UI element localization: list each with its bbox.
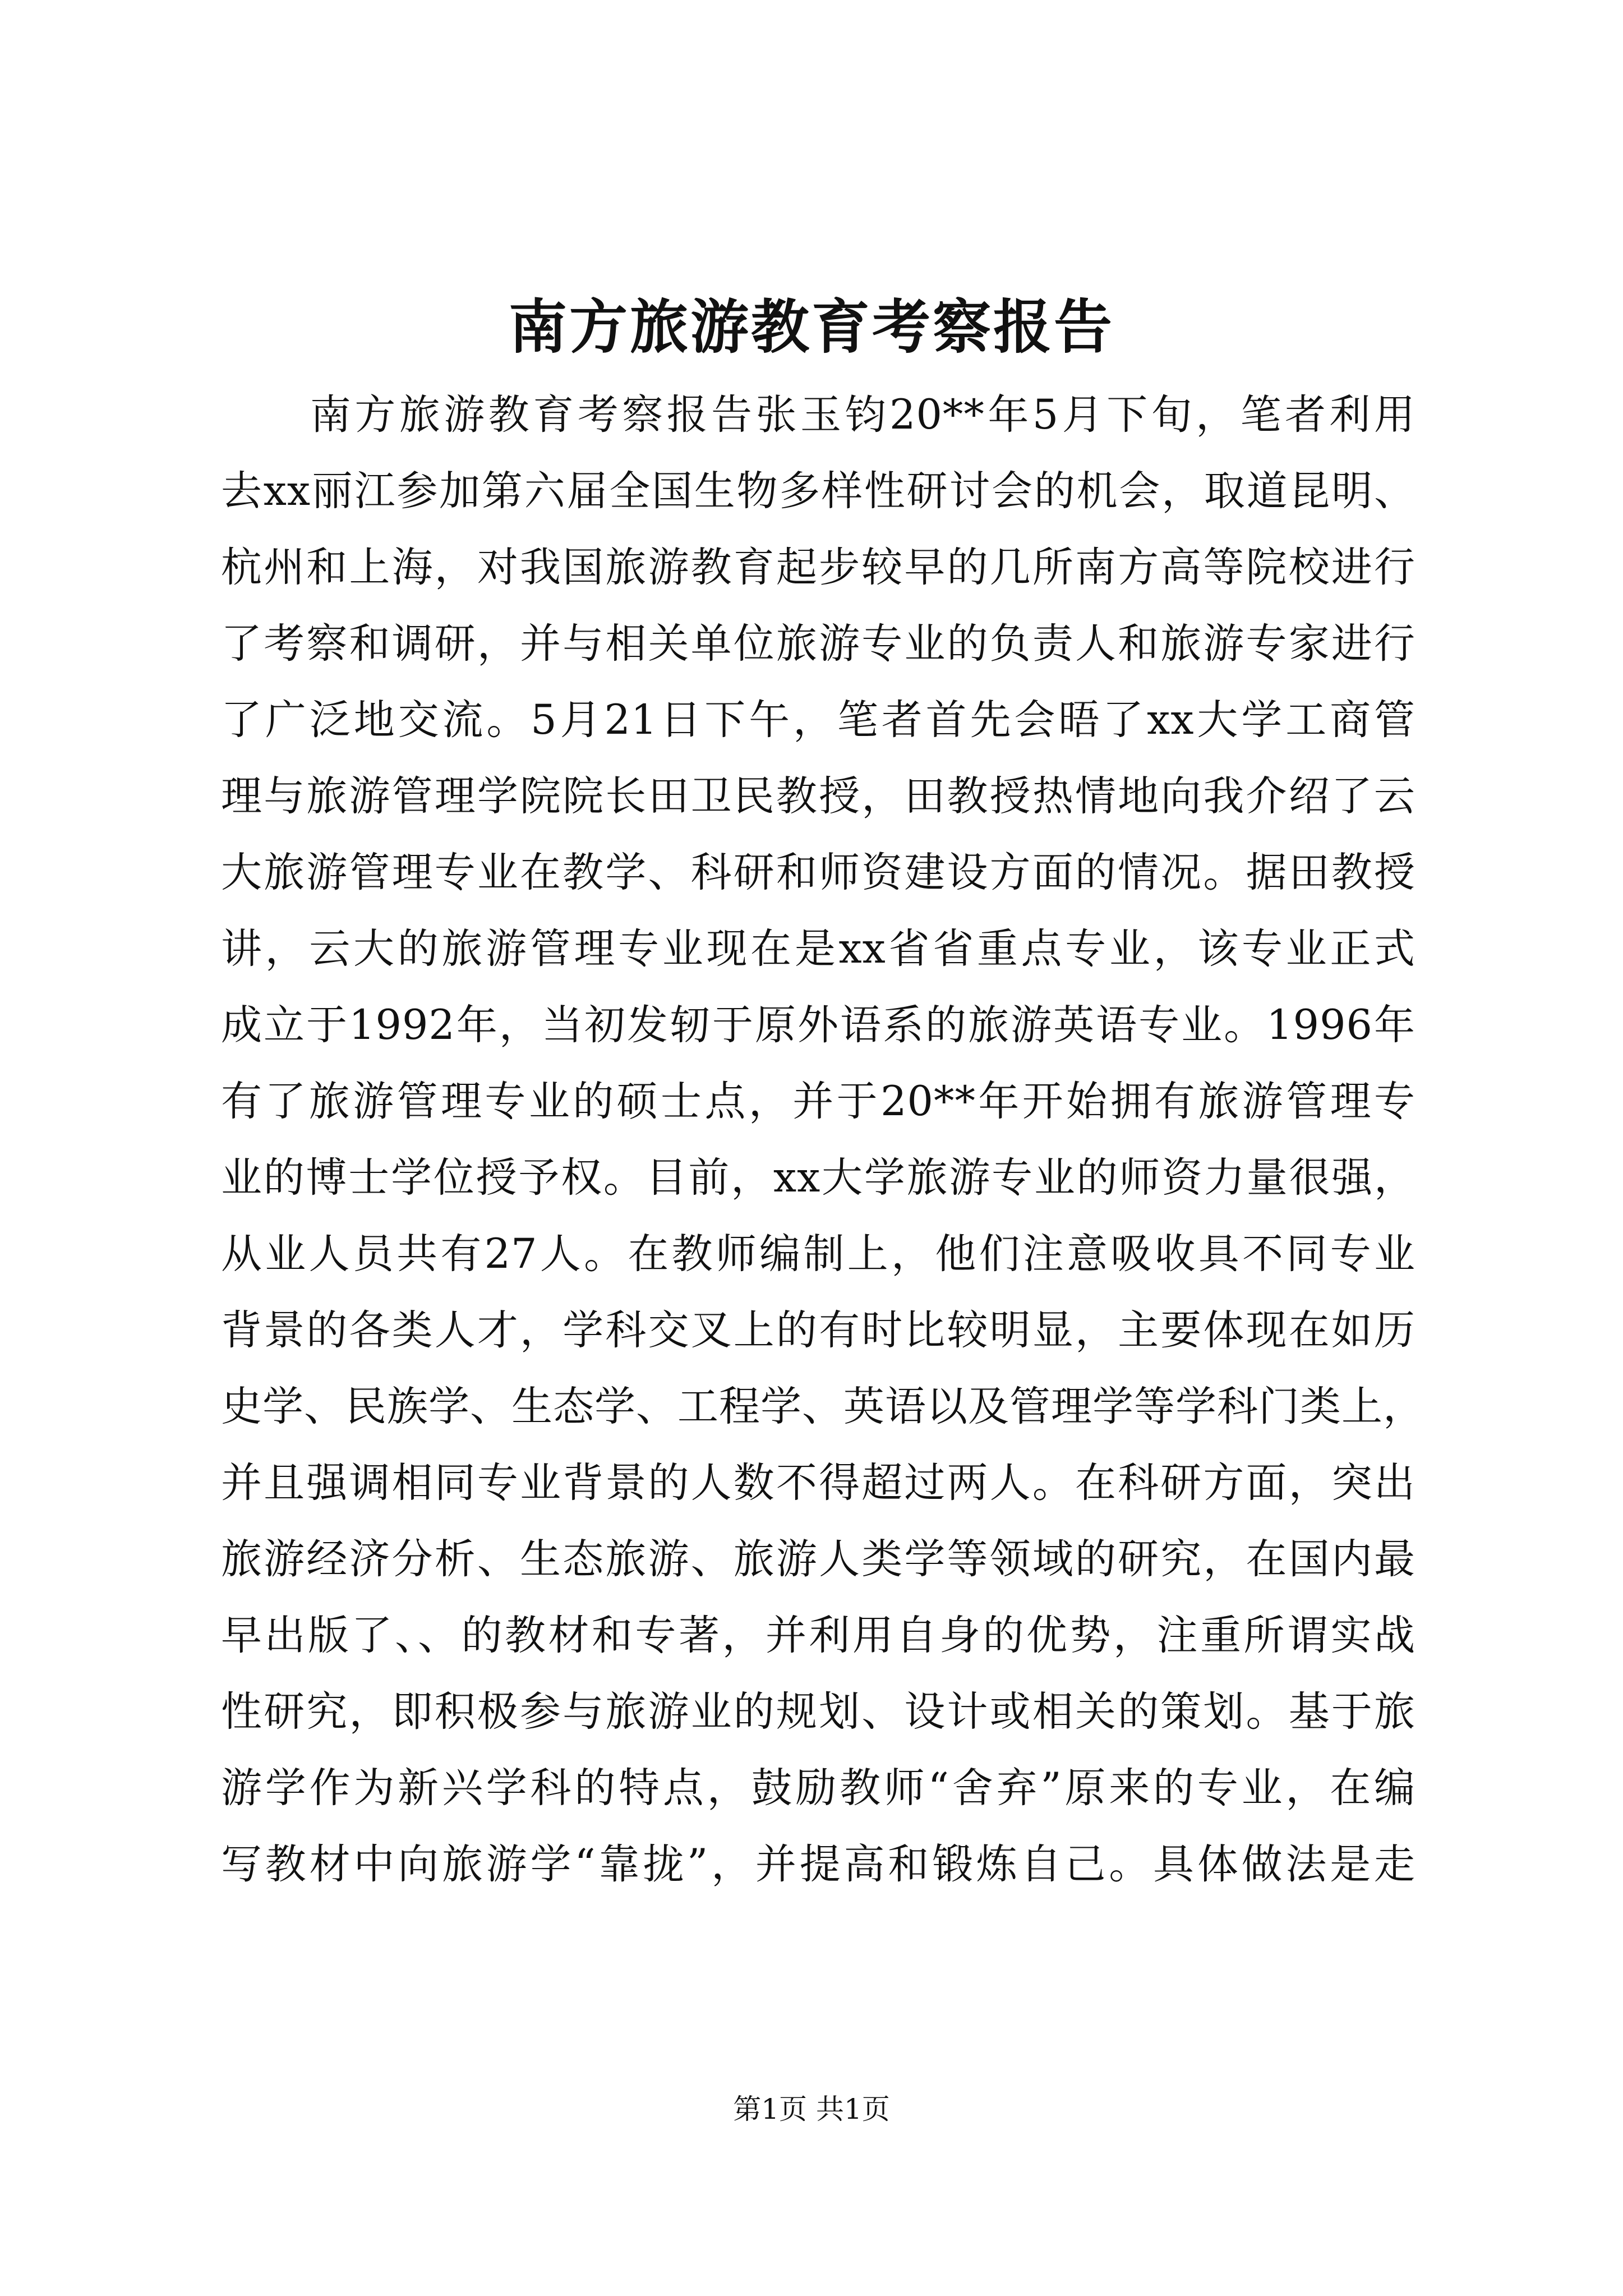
document-title: 南方旅游教育考察报告 [508, 292, 1114, 361]
body-line: 史学、民族学、生态学、工程学、英语以及管理学等学科门类上， [221, 1383, 1424, 1430]
body-line: 讲，云大的旅游管理专业现在是xx省省重点专业，该专业正式 [221, 925, 1415, 973]
body-line: 了考察和调研，并与相关单位旅游专业的负责人和旅游专家进行 [221, 620, 1415, 668]
page-footer: 第1页 共1页 [733, 2093, 890, 2125]
body-line: 了广泛地交流。5月21日下午，笔者首先会晤了xx大学工商管 [221, 696, 1415, 744]
body-line: 并且强调相同专业背景的人数不得超过两人。在科研方面，突出 [221, 1459, 1415, 1507]
body-line: 写教材中向旅游学“靠拢”，并提高和锻炼自己。具体做法是走 [221, 1841, 1415, 1888]
body-line: 旅游经济分析、生态旅游、旅游人类学等领域的研究，在国内最 [221, 1535, 1415, 1583]
body-line: 南方旅游教育考察报告张玉钧20**年5月下旬，笔者利用 [221, 391, 1415, 439]
body-line: 游学作为新兴学科的特点，鼓励教师“舍弃”原来的专业，在编 [221, 1764, 1415, 1812]
body-line: 有了旅游管理专业的硕士点，并于20**年开始拥有旅游管理专 [221, 1078, 1415, 1125]
body-line: 早出版了、、的教材和专著，并利用自身的优势，注重所谓实战 [221, 1612, 1415, 1659]
body-line: 大旅游管理专业在教学、科研和师资建设方面的情况。据田教授 [221, 849, 1415, 896]
body-line: 成立于1992年，当初发轫于原外语系的旅游英语专业。1996年 [221, 1001, 1415, 1049]
document-body [221, 377, 1424, 1903]
body-line: 杭州和上海，对我国旅游教育起步较早的几所南方高等院校进行 [221, 544, 1415, 591]
body-line: 去xx丽江参加第六届全国生物多样性研讨会的机会，取道昆明、 [221, 467, 1415, 515]
body-line: 从业人员共有27人。在教师编制上，他们注意吸收具不同专业 [221, 1230, 1415, 1278]
body-line: 理与旅游管理学院院长田卫民教授，田教授热情地向我介绍了云 [221, 772, 1415, 820]
body-line: 背景的各类人才，学科交叉上的有时比较明显，主要体现在如历 [221, 1306, 1415, 1354]
body-line: 业的博士学位授予权。目前，xx大学旅游专业的师资力量很强， [221, 1154, 1415, 1202]
body-line: 性研究，即积极参与旅游业的规划、设计或相关的策划。基于旅 [221, 1688, 1415, 1736]
